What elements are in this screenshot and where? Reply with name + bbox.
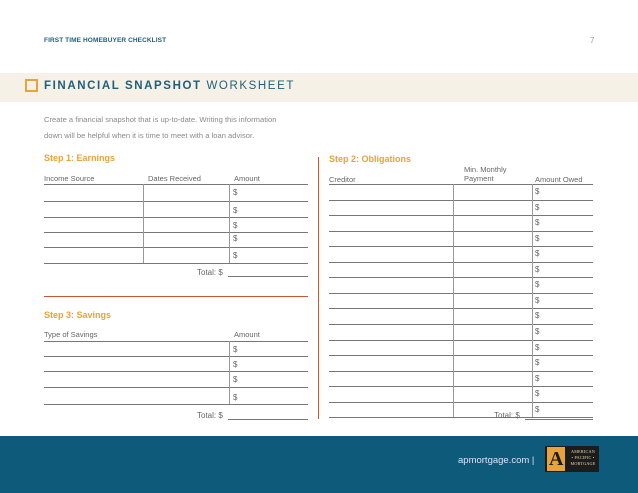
step2-title: Step 2: Obligations bbox=[329, 154, 412, 164]
step2-col-amount-owed: Amount Owed bbox=[535, 175, 583, 184]
step2-currency-sign: $ bbox=[535, 234, 540, 243]
step2-currency-sign: $ bbox=[535, 280, 540, 289]
logo-letter: A bbox=[549, 448, 564, 470]
step2-col-creditor: Creditor bbox=[329, 175, 356, 184]
step2-currency-sign: $ bbox=[535, 389, 540, 398]
step2-row-line[interactable] bbox=[329, 277, 593, 278]
section-divider-vertical bbox=[318, 157, 319, 419]
step2-row-line[interactable] bbox=[329, 246, 593, 247]
logo-wordmark bbox=[567, 449, 599, 467]
intro-line-1: Create a financial snapshot that is up-to-date. Writing this information bbox=[44, 115, 277, 124]
step1-col-dates-received: Dates Received bbox=[148, 174, 201, 183]
logo-wordmark-line-1: AMERICAN bbox=[571, 449, 595, 454]
step3-col-divider bbox=[229, 341, 230, 404]
step1-total-label: Total: $ bbox=[197, 268, 223, 277]
step2-currency-sign: $ bbox=[535, 374, 540, 383]
step2-currency-sign: $ bbox=[535, 249, 540, 258]
step1-row-line[interactable] bbox=[44, 201, 308, 202]
step2-row-line[interactable] bbox=[329, 308, 593, 309]
document-title: FIRST TIME HOMEBUYER CHECKLIST bbox=[44, 37, 167, 44]
step2-currency-sign: $ bbox=[535, 358, 540, 367]
step2-currency-sign: $ bbox=[535, 343, 540, 352]
step3-total-line[interactable] bbox=[228, 419, 308, 420]
step2-currency-sign: $ bbox=[535, 203, 540, 212]
step1-col-income-source: Income Source bbox=[44, 174, 95, 183]
step3-row-line[interactable] bbox=[44, 371, 308, 372]
step2-total-line[interactable] bbox=[525, 419, 593, 420]
step2-row-line[interactable] bbox=[329, 386, 593, 387]
step3-currency-sign: $ bbox=[233, 375, 238, 384]
step3-col-type: Type of Savings bbox=[44, 330, 98, 339]
step1-currency-sign: $ bbox=[233, 251, 238, 260]
step2-currency-sign: $ bbox=[535, 187, 540, 196]
step3-title: Step 3: Savings bbox=[44, 310, 112, 320]
step2-row-line[interactable] bbox=[329, 402, 593, 403]
step1-currency-sign: $ bbox=[233, 206, 238, 215]
intro-text bbox=[44, 112, 324, 143]
section-title-light: WORKSHEET bbox=[206, 80, 295, 92]
step1-row-line[interactable] bbox=[44, 217, 308, 218]
step1-total-line[interactable] bbox=[228, 276, 308, 277]
step2-col-min-payment-line1: Min. Monthly bbox=[464, 165, 507, 174]
page-number: 7 bbox=[590, 36, 595, 45]
step3-row-line[interactable] bbox=[44, 356, 308, 357]
step1-currency-sign: $ bbox=[233, 188, 238, 197]
step2-col-min-payment bbox=[464, 165, 507, 183]
step1-currency-sign: $ bbox=[233, 234, 238, 243]
step2-row-line[interactable] bbox=[329, 417, 593, 418]
step1-row-line[interactable] bbox=[44, 232, 308, 233]
footer-website-link[interactable]: apmortgage.com | bbox=[458, 455, 535, 466]
logo-wordmark-line-2: • PACIFIC • bbox=[571, 455, 595, 460]
step2-row-line[interactable] bbox=[329, 200, 593, 201]
step3-currency-sign: $ bbox=[233, 360, 238, 369]
step2-col-divider bbox=[532, 184, 533, 417]
step2-row-line[interactable] bbox=[329, 371, 593, 372]
step2-total-label: Total: $ bbox=[494, 411, 520, 420]
step2-currency-sign: $ bbox=[535, 218, 540, 227]
step2-row-line[interactable] bbox=[329, 231, 593, 232]
step3-total-label: Total: $ bbox=[197, 411, 223, 420]
step2-col-min-payment-line2: Payment bbox=[464, 174, 494, 183]
step2-col-divider bbox=[453, 184, 454, 417]
step3-row-line bbox=[44, 341, 308, 342]
step3-row-line[interactable] bbox=[44, 404, 308, 405]
checkbox-square-icon bbox=[25, 79, 38, 92]
step2-row-line[interactable] bbox=[329, 355, 593, 356]
step2-row-line[interactable] bbox=[329, 324, 593, 325]
step2-row-line bbox=[329, 184, 593, 185]
step2-row-line[interactable] bbox=[329, 262, 593, 263]
step2-currency-sign: $ bbox=[535, 296, 540, 305]
logo-wordmark-line-3: MORTGAGE bbox=[570, 461, 596, 466]
step1-row-line bbox=[44, 184, 308, 185]
section-divider-horizontal bbox=[44, 296, 308, 297]
step3-currency-sign: $ bbox=[233, 345, 238, 354]
step3-col-amount: Amount bbox=[234, 330, 260, 339]
step2-row-line[interactable] bbox=[329, 293, 593, 294]
step1-title: Step 1: Earnings bbox=[44, 153, 116, 163]
step1-col-divider bbox=[143, 184, 144, 263]
step2-row-line[interactable] bbox=[329, 215, 593, 216]
section-title-bold: FINANCIAL SNAPSHOT bbox=[44, 80, 202, 92]
step1-col-divider bbox=[229, 184, 230, 263]
step1-col-amount: Amount bbox=[234, 174, 260, 183]
intro-line-2: down will be helpful when it is time to meet with a loan advisor. bbox=[44, 130, 255, 140]
step2-currency-sign: $ bbox=[535, 265, 540, 274]
step3-currency-sign: $ bbox=[233, 393, 238, 402]
footer-bar bbox=[0, 436, 638, 493]
step2-currency-sign: $ bbox=[535, 311, 540, 320]
section-title bbox=[44, 80, 295, 92]
step2-currency-sign: $ bbox=[535, 327, 540, 336]
step1-currency-sign: $ bbox=[233, 221, 238, 230]
step1-row-line[interactable] bbox=[44, 247, 308, 248]
step1-row-line[interactable] bbox=[44, 263, 308, 264]
step2-currency-sign: $ bbox=[535, 405, 540, 414]
step2-row-line[interactable] bbox=[329, 340, 593, 341]
step3-row-line[interactable] bbox=[44, 387, 308, 388]
